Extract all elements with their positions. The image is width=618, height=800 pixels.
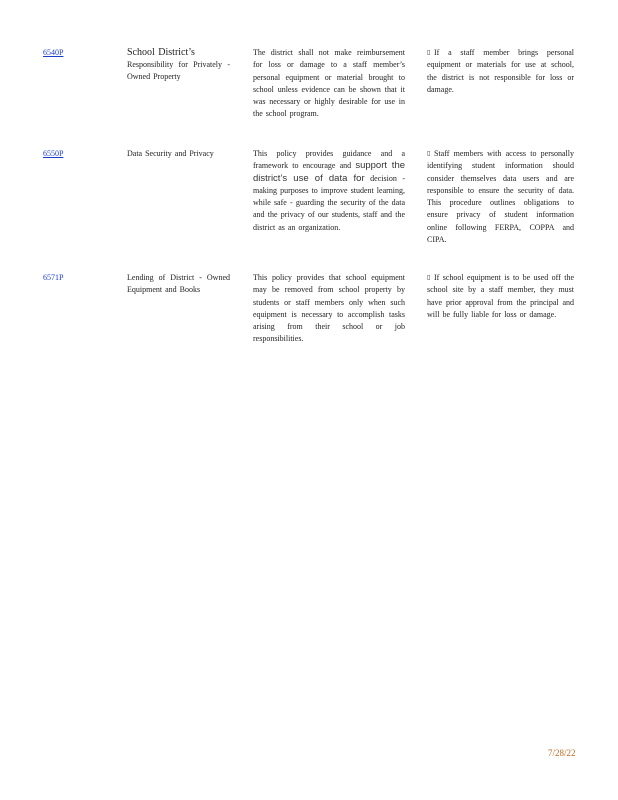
- policy-title-rest: Responsibility for Privately - Owned Property: [127, 60, 230, 82]
- policy-title-heading: School District’s: [127, 47, 195, 58]
- policy-note-text: If a staff member brings personal equipment or materials for use at school, the district is not responsible for loss or damage.: [427, 48, 574, 94]
- policy-note: [427, 47, 574, 96]
- footer-date: 7/28/22: [548, 748, 576, 758]
- policy-description-emphasis: support the district’s use of data for: [253, 160, 406, 184]
- policy-note: [427, 148, 574, 246]
- policy-note-text: Staff members with access to personally identifying student information should consider themselves data users and are responsible to ensure the security of data. This procedure outlines obligations to ensure privacy of student information online following FERPA, COPPA and CIPA.: [427, 149, 574, 245]
- policy-title: [127, 47, 230, 84]
- policy-title: Data Security and Privacy: [127, 149, 214, 158]
- bullet-icon: ▯: [427, 49, 431, 56]
- policy-link-6571p[interactable]: 6571P: [43, 273, 64, 282]
- policy-description-part-a: This policy provides guidance and a framework to encourage and: [253, 149, 405, 171]
- policy-title: Lending of District - Owned Equipment and Books: [127, 273, 230, 295]
- policy-description: [253, 148, 405, 234]
- policy-link-6540p[interactable]: 6540P: [43, 48, 64, 57]
- policy-description-part-b: decision - making purposes to improve student learning, while safe - guarding the security of the data and the privacy of our students, staff and the district as an organization.: [253, 173, 406, 232]
- bullet-icon: ▯: [427, 150, 431, 157]
- policy-description: The district shall not make reimbursement for loss or damage to a staff member’s personal equipment or material brought to school unless evidence can be shown that it was necessary or highly desirable for use in the school program.: [253, 48, 405, 119]
- bullet-icon: ▯: [427, 274, 431, 281]
- policy-description: This policy provides that school equipment may be removed from school property by students or staff members only when such equipment is necessary to accomplish tasks arising from their school or job responsibilities.: [253, 273, 405, 344]
- policy-link-6550p[interactable]: 6550P: [43, 149, 64, 158]
- policy-note: [427, 272, 574, 321]
- policy-note-text: If school equipment is to be used off the school site by a staff member, they must have prior approval from the principal and will be fully liable for loss or damage.: [427, 273, 574, 319]
